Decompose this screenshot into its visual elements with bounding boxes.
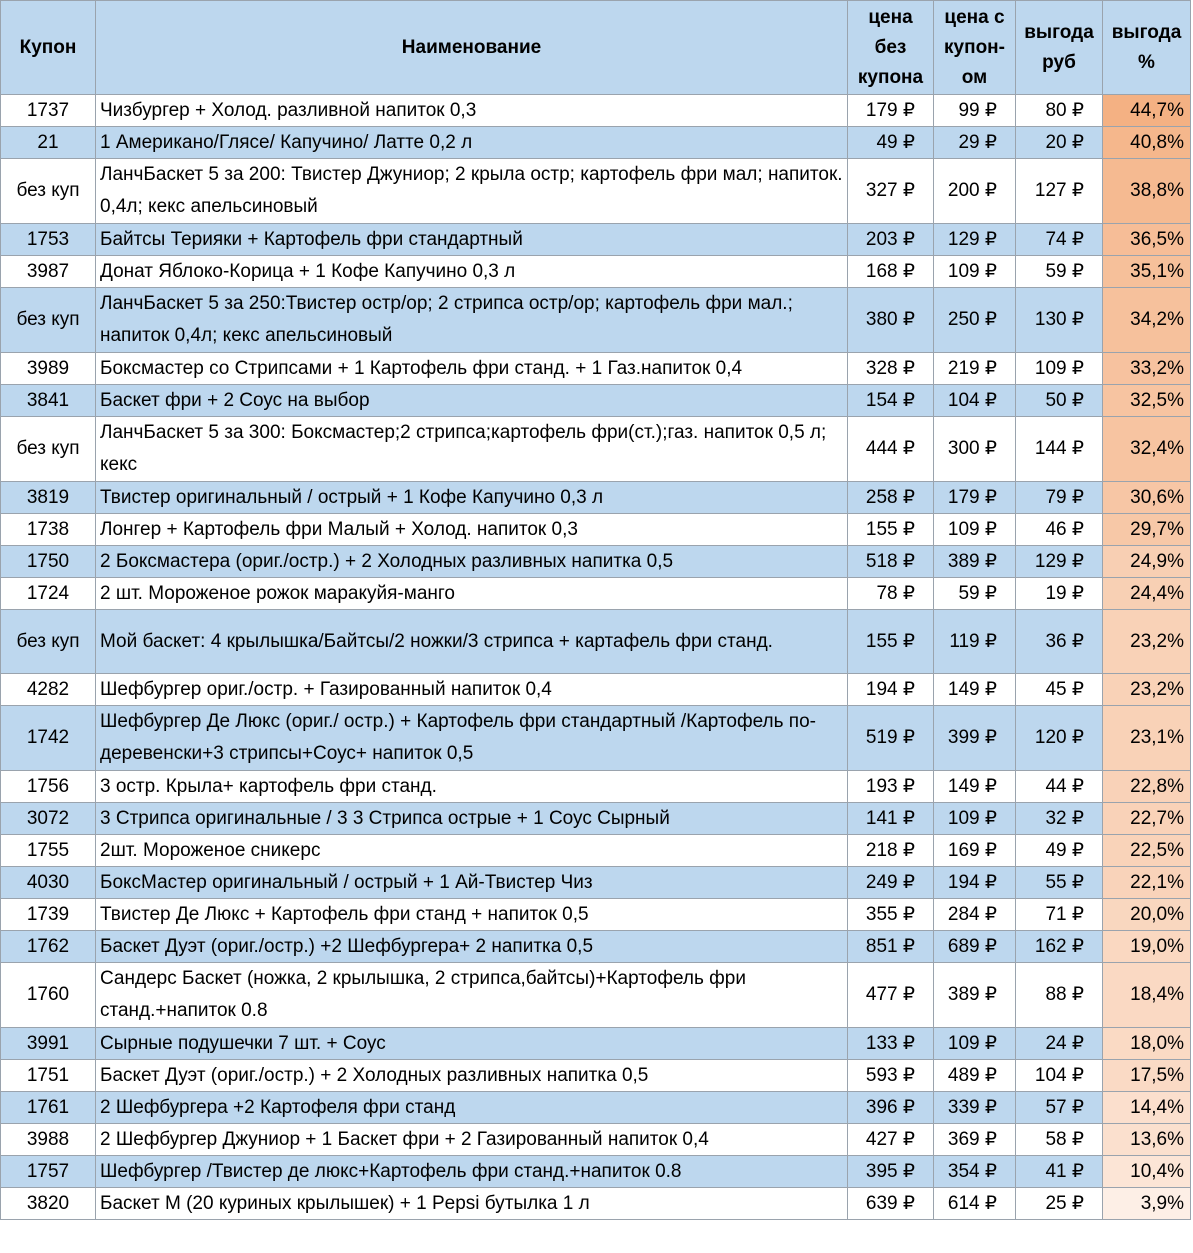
row-price: 519 ₽ xyxy=(848,706,934,771)
table-row xyxy=(1,417,1191,482)
row-code: 1739 xyxy=(1,899,96,931)
row-code: 1742 xyxy=(1,706,96,771)
row-code: 3989 xyxy=(1,353,96,385)
row-save-rub: 46 ₽ xyxy=(1016,514,1103,546)
row-coupon-price: 149 ₽ xyxy=(934,674,1016,706)
row-save-rub: 120 ₽ xyxy=(1016,706,1103,771)
row-code: 3988 xyxy=(1,1124,96,1156)
row-save-rub: 20 ₽ xyxy=(1016,127,1103,159)
row-price: 249 ₽ xyxy=(848,867,934,899)
row-save-rub: 24 ₽ xyxy=(1016,1028,1103,1060)
row-coupon-price: 109 ₽ xyxy=(934,803,1016,835)
row-save-rub: 50 ₽ xyxy=(1016,385,1103,417)
row-coupon-price: 250 ₽ xyxy=(934,288,1016,353)
table-row xyxy=(1,127,1191,159)
row-coupon-price: 194 ₽ xyxy=(934,867,1016,899)
row-save-rub: 130 ₽ xyxy=(1016,288,1103,353)
table-row xyxy=(1,931,1191,963)
row-price: 179 ₽ xyxy=(848,95,934,127)
row-code: 3819 xyxy=(1,482,96,514)
table-row xyxy=(1,835,1191,867)
header-save-rub: выгода руб xyxy=(1016,1,1103,95)
row-name: 2 Шефбургера +2 Картофеля фри станд xyxy=(96,1092,848,1124)
row-price: 193 ₽ xyxy=(848,771,934,803)
row-save-rub: 57 ₽ xyxy=(1016,1092,1103,1124)
table-row xyxy=(1,224,1191,256)
table-row xyxy=(1,578,1191,610)
row-name: ЛанчБаскет 5 за 250:Твистер остр/ор; 2 стрипса остр/ор; картофель фри мал.; напиток 0,4л; кекс апельсиновый xyxy=(96,288,848,353)
row-save-pct: 38,8% xyxy=(1103,159,1191,224)
row-coupon-price: 99 ₽ xyxy=(934,95,1016,127)
row-save-rub: 19 ₽ xyxy=(1016,578,1103,610)
row-coupon-price: 119 ₽ xyxy=(934,610,1016,674)
row-code: 21 xyxy=(1,127,96,159)
row-save-pct: 24,9% xyxy=(1103,546,1191,578)
row-save-pct: 23,1% xyxy=(1103,706,1191,771)
row-coupon-price: 339 ₽ xyxy=(934,1092,1016,1124)
row-coupon-price: 219 ₽ xyxy=(934,353,1016,385)
row-name: Сырные подушечки 7 шт. + Соус xyxy=(96,1028,848,1060)
row-save-rub: 80 ₽ xyxy=(1016,95,1103,127)
row-save-pct: 30,6% xyxy=(1103,482,1191,514)
table-row xyxy=(1,963,1191,1028)
row-name: 2 шт. Мороженое рожок маракуйя-манго xyxy=(96,578,848,610)
row-save-pct: 33,2% xyxy=(1103,353,1191,385)
row-save-pct: 34,2% xyxy=(1103,288,1191,353)
row-coupon-price: 179 ₽ xyxy=(934,482,1016,514)
row-save-rub: 144 ₽ xyxy=(1016,417,1103,482)
row-name: 3 Стрипса оригинальные / 3 3 Стрипса острые + 1 Соус Сырный xyxy=(96,803,848,835)
row-name: Шефбургер /Твистер де люкс+Картофель фри станд.+напиток 0.8 xyxy=(96,1156,848,1188)
row-name: 1 Американо/Глясе/ Капучино/ Латте 0,2 л xyxy=(96,127,848,159)
row-name: Мой баскет: 4 крылышка/Байтсы/2 ножки/3 стрипса + картафель фри станд. xyxy=(96,610,848,674)
row-save-pct: 17,5% xyxy=(1103,1060,1191,1092)
row-name: Твистер оригинальный / острый + 1 Кофе Капучино 0,3 л xyxy=(96,482,848,514)
row-name: Баскет М (20 куриных крылышек) + 1 Pepsi бутылка 1 л xyxy=(96,1188,848,1220)
row-code: 4282 xyxy=(1,674,96,706)
row-save-pct: 18,0% xyxy=(1103,1028,1191,1060)
row-name: Баскет Дуэт (ориг./остр.) +2 Шефбургера+ 2 напитка 0,5 xyxy=(96,931,848,963)
table-row xyxy=(1,803,1191,835)
row-name: Шефбургер ориг./остр. + Газированный напиток 0,4 xyxy=(96,674,848,706)
row-name: Шефбургер Де Люкс (ориг./ остр.) + Картофель фри стандартный /Картофель по-деревенски+3 стрипсы+Соус+ напиток 0,5 xyxy=(96,706,848,771)
table-row xyxy=(1,1028,1191,1060)
row-coupon-price: 389 ₽ xyxy=(934,546,1016,578)
header-save-pct: выгода % xyxy=(1103,1,1191,95)
row-name: ЛанчБаскет 5 за 300: Боксмастер;2 стрипса;картофель фри(ст.);газ. напиток 0,5 л; кекс xyxy=(96,417,848,482)
row-code: 3991 xyxy=(1,1028,96,1060)
row-save-rub: 45 ₽ xyxy=(1016,674,1103,706)
row-save-rub: 88 ₽ xyxy=(1016,963,1103,1028)
row-save-rub: 109 ₽ xyxy=(1016,353,1103,385)
header-row xyxy=(1,1,1191,95)
row-price: 395 ₽ xyxy=(848,1156,934,1188)
row-name: Чизбургер + Холод. разливной напиток 0,3 xyxy=(96,95,848,127)
row-price: 477 ₽ xyxy=(848,963,934,1028)
row-save-pct: 44,7% xyxy=(1103,95,1191,127)
row-save-pct: 18,4% xyxy=(1103,963,1191,1028)
row-code: без куп xyxy=(1,610,96,674)
row-coupon-price: 59 ₽ xyxy=(934,578,1016,610)
table-row xyxy=(1,1060,1191,1092)
row-price: 355 ₽ xyxy=(848,899,934,931)
row-price: 518 ₽ xyxy=(848,546,934,578)
table-row xyxy=(1,95,1191,127)
row-name: БоксМастер оригинальный / острый + 1 Ай-Твистер Чиз xyxy=(96,867,848,899)
row-name: Баскет Дуэт (ориг./остр.) + 2 Холодных разливных напитка 0,5 xyxy=(96,1060,848,1092)
row-price: 328 ₽ xyxy=(848,353,934,385)
row-code: 3072 xyxy=(1,803,96,835)
row-code: 1760 xyxy=(1,963,96,1028)
row-code: 1761 xyxy=(1,1092,96,1124)
row-save-rub: 25 ₽ xyxy=(1016,1188,1103,1220)
row-save-pct: 22,8% xyxy=(1103,771,1191,803)
row-coupon-price: 689 ₽ xyxy=(934,931,1016,963)
row-coupon-price: 109 ₽ xyxy=(934,1028,1016,1060)
row-coupon-price: 29 ₽ xyxy=(934,127,1016,159)
row-code: 1757 xyxy=(1,1156,96,1188)
row-price: 155 ₽ xyxy=(848,610,934,674)
row-code: 3841 xyxy=(1,385,96,417)
row-price: 427 ₽ xyxy=(848,1124,934,1156)
table-row xyxy=(1,706,1191,771)
row-save-rub: 58 ₽ xyxy=(1016,1124,1103,1156)
header-coupon-price: цена с купон-ом xyxy=(934,1,1016,95)
row-save-rub: 32 ₽ xyxy=(1016,803,1103,835)
row-coupon-price: 169 ₽ xyxy=(934,835,1016,867)
table-row xyxy=(1,1124,1191,1156)
row-save-pct: 24,4% xyxy=(1103,578,1191,610)
row-name: Боксмастер со Стрипсами + 1 Картофель фри станд. + 1 Газ.напиток 0,4 xyxy=(96,353,848,385)
row-coupon-price: 354 ₽ xyxy=(934,1156,1016,1188)
row-coupon-price: 399 ₽ xyxy=(934,706,1016,771)
row-code: без куп xyxy=(1,288,96,353)
row-code: 4030 xyxy=(1,867,96,899)
row-price: 380 ₽ xyxy=(848,288,934,353)
row-save-rub: 44 ₽ xyxy=(1016,771,1103,803)
row-coupon-price: 129 ₽ xyxy=(934,224,1016,256)
row-coupon-price: 300 ₽ xyxy=(934,417,1016,482)
table-row xyxy=(1,482,1191,514)
table-row xyxy=(1,674,1191,706)
table-row xyxy=(1,1188,1191,1220)
row-save-rub: 49 ₽ xyxy=(1016,835,1103,867)
row-save-pct: 36,5% xyxy=(1103,224,1191,256)
row-coupon-price: 109 ₽ xyxy=(934,514,1016,546)
row-save-rub: 36 ₽ xyxy=(1016,610,1103,674)
row-save-pct: 35,1% xyxy=(1103,256,1191,288)
row-name: 2 Шефбургер Джуниор + 1 Баскет фри + 2 Газированный напиток 0,4 xyxy=(96,1124,848,1156)
row-save-pct: 13,6% xyxy=(1103,1124,1191,1156)
row-name: ЛанчБаскет 5 за 200: Твистер Джуниор; 2 крыла остр; картофель фри мал; напиток. 0,4л; кекс апельсиновый xyxy=(96,159,848,224)
row-code: 1750 xyxy=(1,546,96,578)
row-save-rub: 71 ₽ xyxy=(1016,899,1103,931)
row-price: 78 ₽ xyxy=(848,578,934,610)
row-price: 258 ₽ xyxy=(848,482,934,514)
row-code: 1738 xyxy=(1,514,96,546)
row-save-pct: 23,2% xyxy=(1103,610,1191,674)
row-name: 3 остр. Крыла+ картофель фри станд. xyxy=(96,771,848,803)
row-save-pct: 20,0% xyxy=(1103,899,1191,931)
row-save-pct: 32,5% xyxy=(1103,385,1191,417)
row-price: 444 ₽ xyxy=(848,417,934,482)
row-name: Твистер Де Люкс + Картофель фри станд + напиток 0,5 xyxy=(96,899,848,931)
row-coupon-price: 614 ₽ xyxy=(934,1188,1016,1220)
row-code: без куп xyxy=(1,159,96,224)
row-save-rub: 129 ₽ xyxy=(1016,546,1103,578)
row-coupon-price: 284 ₽ xyxy=(934,899,1016,931)
table-row xyxy=(1,899,1191,931)
row-price: 141 ₽ xyxy=(848,803,934,835)
row-save-rub: 162 ₽ xyxy=(1016,931,1103,963)
header-code: Купон xyxy=(1,1,96,95)
table-body xyxy=(1,95,1191,1220)
row-price: 851 ₽ xyxy=(848,931,934,963)
row-price: 396 ₽ xyxy=(848,1092,934,1124)
row-save-rub: 59 ₽ xyxy=(1016,256,1103,288)
table-row xyxy=(1,867,1191,899)
row-code: без куп xyxy=(1,417,96,482)
row-price: 218 ₽ xyxy=(848,835,934,867)
row-price: 133 ₽ xyxy=(848,1028,934,1060)
row-coupon-price: 369 ₽ xyxy=(934,1124,1016,1156)
table-row xyxy=(1,288,1191,353)
row-save-pct: 22,5% xyxy=(1103,835,1191,867)
row-save-pct: 19,0% xyxy=(1103,931,1191,963)
table-row xyxy=(1,771,1191,803)
row-price: 168 ₽ xyxy=(848,256,934,288)
row-save-pct: 23,2% xyxy=(1103,674,1191,706)
row-name: Сандерс Баскет (ножка, 2 крылышка, 2 стрипса,байтсы)+Картофель фри станд.+напиток 0.8 xyxy=(96,963,848,1028)
row-save-rub: 74 ₽ xyxy=(1016,224,1103,256)
table-row xyxy=(1,256,1191,288)
row-save-pct: 40,8% xyxy=(1103,127,1191,159)
row-coupon-price: 489 ₽ xyxy=(934,1060,1016,1092)
row-price: 203 ₽ xyxy=(848,224,934,256)
row-price: 593 ₽ xyxy=(848,1060,934,1092)
row-save-pct: 14,4% xyxy=(1103,1092,1191,1124)
header-name: Наименование xyxy=(96,1,848,95)
table-row xyxy=(1,546,1191,578)
row-save-rub: 41 ₽ xyxy=(1016,1156,1103,1188)
row-code: 3987 xyxy=(1,256,96,288)
row-code: 1753 xyxy=(1,224,96,256)
row-name: Байтсы Терияки + Картофель фри стандартный xyxy=(96,224,848,256)
row-code: 1724 xyxy=(1,578,96,610)
row-code: 1756 xyxy=(1,771,96,803)
row-price: 639 ₽ xyxy=(848,1188,934,1220)
row-coupon-price: 109 ₽ xyxy=(934,256,1016,288)
row-save-pct: 22,1% xyxy=(1103,867,1191,899)
table-row xyxy=(1,1156,1191,1188)
row-code: 1737 xyxy=(1,95,96,127)
row-code: 1755 xyxy=(1,835,96,867)
table-row xyxy=(1,610,1191,674)
row-coupon-price: 200 ₽ xyxy=(934,159,1016,224)
row-save-pct: 29,7% xyxy=(1103,514,1191,546)
row-name: 2шт. Мороженое сникерс xyxy=(96,835,848,867)
row-coupon-price: 389 ₽ xyxy=(934,963,1016,1028)
row-code: 1751 xyxy=(1,1060,96,1092)
table-row xyxy=(1,385,1191,417)
row-price: 154 ₽ xyxy=(848,385,934,417)
row-coupon-price: 104 ₽ xyxy=(934,385,1016,417)
row-save-pct: 3,9% xyxy=(1103,1188,1191,1220)
row-name: Лонгер + Картофель фри Малый + Холод. напиток 0,3 xyxy=(96,514,848,546)
row-price: 327 ₽ xyxy=(848,159,934,224)
table-row xyxy=(1,159,1191,224)
row-price: 49 ₽ xyxy=(848,127,934,159)
row-code: 1762 xyxy=(1,931,96,963)
row-price: 194 ₽ xyxy=(848,674,934,706)
row-save-pct: 10,4% xyxy=(1103,1156,1191,1188)
table-row xyxy=(1,1092,1191,1124)
row-save-pct: 22,7% xyxy=(1103,803,1191,835)
row-save-rub: 55 ₽ xyxy=(1016,867,1103,899)
row-save-rub: 127 ₽ xyxy=(1016,159,1103,224)
row-name: Донат Яблоко-Корица + 1 Кофе Капучино 0,3 л xyxy=(96,256,848,288)
table-row xyxy=(1,514,1191,546)
row-save-rub: 79 ₽ xyxy=(1016,482,1103,514)
row-name: Баскет фри + 2 Соус на выбор xyxy=(96,385,848,417)
row-code: 3820 xyxy=(1,1188,96,1220)
row-save-pct: 32,4% xyxy=(1103,417,1191,482)
row-price: 155 ₽ xyxy=(848,514,934,546)
row-name: 2 Боксмастера (ориг./остр.) + 2 Холодных разливных напитка 0,5 xyxy=(96,546,848,578)
row-save-rub: 104 ₽ xyxy=(1016,1060,1103,1092)
header-price: цена без купона xyxy=(848,1,934,95)
table-row xyxy=(1,353,1191,385)
row-coupon-price: 149 ₽ xyxy=(934,771,1016,803)
